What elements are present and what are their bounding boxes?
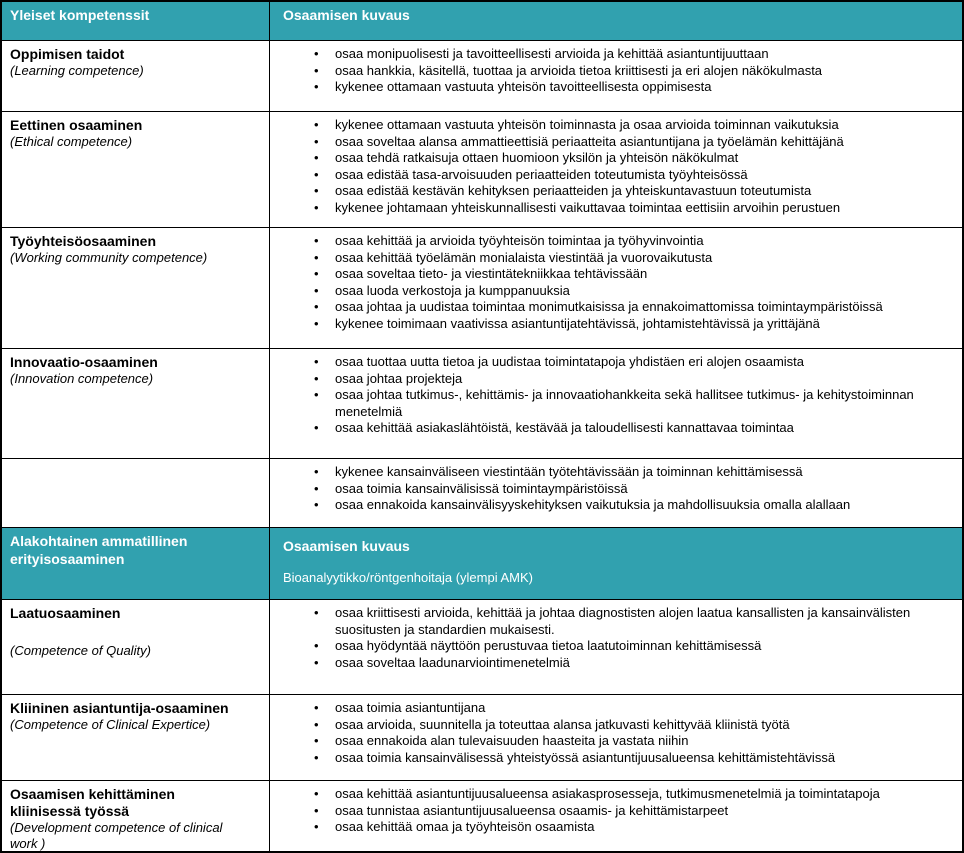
bullet-item: • osaa tehdä ratkaisuja ottaen huomioon yksilön ja yhteisön näkökulmat [313, 150, 946, 167]
bullet-item: • osaa edistää tasa-arvoisuuden periaatteiden toteutumista työyhteisössä [313, 167, 946, 184]
table-row-international [2, 458, 962, 527]
competence-cell [2, 41, 270, 111]
competence-cell [2, 112, 270, 227]
bullet-list [270, 700, 954, 766]
bullet-list [270, 605, 954, 671]
row-subtitle: (Innovation competence) [10, 371, 154, 386]
row-subtitle: (Working community competence) [10, 250, 208, 265]
bullet-item: • osaa soveltaa tieto- ja viestintätekniikkaa tehtävissään [313, 266, 946, 283]
competence-cell [2, 781, 270, 851]
table-row-clinical-development [2, 780, 962, 851]
bullet-item: • kykenee ottamaan vastuuta yhteisön tavoitteellisesta oppimisesta [313, 79, 946, 96]
bullet-item: • osaa kehittää asiantuntijuusalueensa asiakasprosesseja, tutkimusmenetelmiä ja toimintatapoja [313, 786, 946, 803]
row-title: Osaamisen kehittäminen kliinisessä työssä [10, 786, 175, 819]
bullet-item: • osaa johtaa ja uudistaa toimintaa monimutkaisissa ja ennakoimattomissa toimintaympäristöissä [313, 299, 946, 316]
row-title: Työyhteisöosaaminen [10, 233, 157, 249]
bullet-item: • osaa toimia asiantuntijana [313, 700, 946, 717]
competence-cell [2, 349, 270, 458]
bullet-item: • osaa kehittää asiakaslähtöistä, kestävää ja taloudellisesti kannattavaa toimintaa [313, 420, 946, 437]
description-cell [270, 112, 962, 227]
row-title: Kliininen asiantuntija-osaaminen [10, 700, 229, 716]
bullet-list [270, 464, 954, 514]
description-cell [270, 228, 962, 348]
specific-header-col2-title: Osaamisen kuvaus [283, 538, 410, 554]
bullet-item: • osaa edistää kestävän kehityksen periaatteiden ja yhteiskuntavastuun toteutumista [313, 183, 946, 200]
description-cell [270, 41, 962, 111]
row-subtitle: (Development competence of clinical work ) [10, 820, 223, 851]
bullet-item: • osaa monipuolisesti ja tavoitteellisesti arvioida ja kehittää asiantuntijuuttaan [313, 46, 946, 63]
competence-cell [2, 228, 270, 348]
bullet-item: • osaa kriittisesti arvioida, kehittää ja johtaa diagnostisten alojen laatua kansallisten ja kansainvälisten suositusten ja standardien mukaisesti. [313, 605, 946, 638]
bullet-item: • osaa soveltaa laadunarviointimenetelmiä [313, 655, 946, 672]
bullet-item: • osaa hyödyntää näyttöön perustuvaa tietoa laatutoiminnan kehittämisessä [313, 638, 946, 655]
bullet-item: • kykenee johtamaan yhteiskunnallisesti vaikuttavaa toimintaa eettisiin arvoihin perustuen [313, 200, 946, 217]
bullet-list [270, 233, 954, 332]
specific-header-col2-subtitle: Bioanalyytikko/röntgenhoitaja (ylempi AMK) [283, 570, 534, 585]
row-title: Oppimisen taidot [10, 46, 125, 62]
row-title: Laatuosaaminen [10, 605, 121, 621]
competence-cell [2, 600, 270, 694]
bullet-item: • kykenee kansainväliseen viestintään työtehtävissään ja toiminnan kehittämisessä [313, 464, 946, 481]
bullet-item: • osaa hankkia, käsitellä, tuottaa ja arvioida tietoa kriittisesti ja eri alojen näkökulmasta [313, 63, 946, 80]
bullet-item: • osaa toimia kansainvälisessä yhteistyössä asiantuntijuusalueensa kehittämistehtävissä [313, 750, 946, 767]
table-row-clinical-expert [2, 694, 962, 780]
bullet-list [270, 786, 954, 836]
bullet-item: • osaa toimia kansainvälisissä toimintaympäristöissä [313, 481, 946, 498]
general-header-col2: Osaamisen kuvaus [283, 7, 410, 23]
bullet-list [270, 354, 954, 437]
bullet-list [270, 46, 954, 96]
row-title: Innovaatio-osaaminen [10, 354, 158, 370]
bullet-item: • osaa kehittää ja arvioida työyhteisön toimintaa ja työhyvinvointia [313, 233, 946, 250]
bullet-item: • kykenee toimimaan vaativissa asiantuntijatehtävissä, johtamistehtävissä ja yrittäjänä [313, 316, 946, 333]
bullet-item: • osaa arvioida, suunnitella ja toteuttaa alansa jatkuvasti kehittyvää kliinistä työtä [313, 717, 946, 734]
competence-cell [2, 695, 270, 780]
bullet-item: • osaa ennakoida kansainvälisyyskehityksen vaikutuksia ja mahdollisuuksia omalla alallaan [313, 497, 946, 514]
description-cell [270, 600, 962, 694]
description-cell [270, 349, 962, 458]
description-cell [270, 459, 962, 527]
specific-header-row [2, 527, 962, 599]
row-subtitle: (Competence of Clinical Expertice) [10, 717, 211, 732]
bullet-item: • osaa tunnistaa asiantuntijuusalueensa osaamis- ja kehittämistarpeet [313, 803, 946, 820]
row-title: Eettinen osaaminen [10, 117, 143, 133]
table-row-quality [2, 599, 962, 694]
row-subtitle: (Ethical competence) [10, 134, 133, 149]
specific-header-col2 [270, 528, 962, 599]
bullet-item: • osaa luoda verkostoja ja kumppanuuksia [313, 283, 946, 300]
bullet-item: • osaa johtaa projekteja [313, 371, 946, 388]
row-subtitle: (Learning competence) [10, 63, 144, 78]
description-cell [270, 781, 962, 851]
bullet-item: • osaa johtaa tutkimus-, kehittämis- ja innovaatiohankkeita sekä hallitsee tutkimus- ja kehitystoiminnan menetelmiä [313, 387, 946, 420]
table-row-innovation [2, 348, 962, 458]
bullet-item: • kykenee ottamaan vastuuta yhteisön toiminnasta ja osaa arvioida toiminnan vaikutuksia [313, 117, 946, 134]
table-row-working-community [2, 227, 962, 348]
table-row-learning [2, 40, 962, 111]
competence-cell-empty [2, 459, 270, 527]
bullet-item: • osaa kehittää työelämän monialaista viestintää ja vuorovaikutusta [313, 250, 946, 267]
general-header-row [2, 2, 962, 40]
bullet-list [270, 117, 954, 216]
general-header-col1: Yleiset kompetenssit [2, 2, 270, 40]
bullet-item: • osaa ennakoida alan tulevaisuuden haasteita ja vastata niihin [313, 733, 946, 750]
row-subtitle: (Competence of Quality) [10, 643, 151, 658]
bullet-item: • osaa tuottaa uutta tietoa ja uudistaa toimintatapoja yhdistäen eri alojen osaamista [313, 354, 946, 371]
table-row-ethical [2, 111, 962, 227]
bullet-item: • osaa kehittää omaa ja työyhteisön osaamista [313, 819, 946, 836]
bullet-item: • osaa soveltaa alansa ammattieettisiä periaatteita asiantuntijana ja työelämän kehittäjänä [313, 134, 946, 151]
description-cell [270, 695, 962, 780]
specific-header-col1: Alakohtainen ammatillinen erityisosaaminen [2, 528, 270, 599]
